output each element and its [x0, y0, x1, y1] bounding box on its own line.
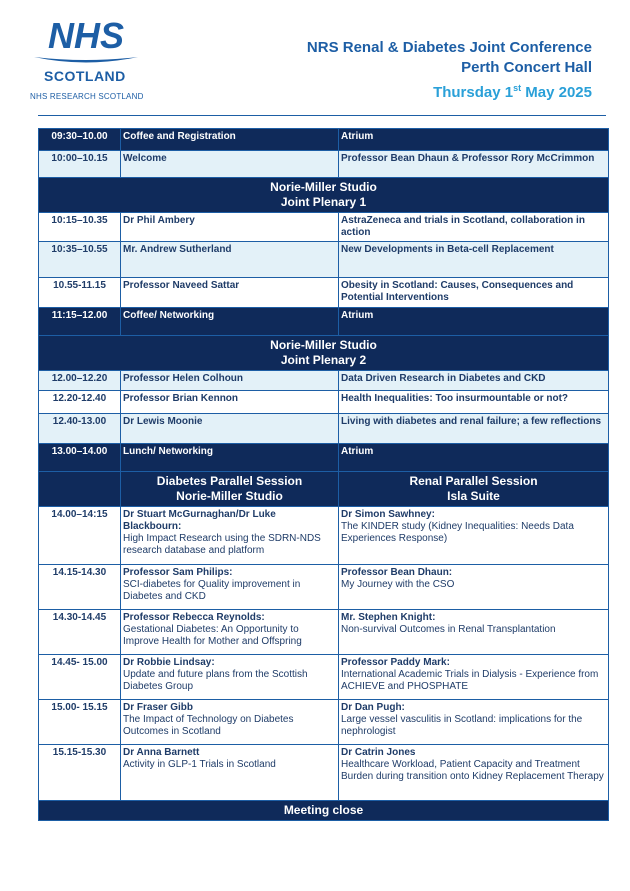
- row-detail: Professor Bean Dhaun & Professor Rory McCrimmon: [339, 151, 609, 178]
- row-detail: Atrium: [339, 444, 609, 472]
- table-row: [39, 242, 609, 278]
- table-row: [39, 371, 609, 391]
- table-row: [39, 700, 609, 745]
- diabetes-talk: Dr Stuart McGurnaghan/Dr Luke Blackbourn: High Impact Research using the SDRN-NDS research database and platform: [121, 507, 339, 565]
- renal-talk: Dr Simon Sawhney: The KINDER study (Kidney Inequalities: Needs Data Experiences Response): [339, 507, 609, 565]
- conference-venue: Perth Concert Hall: [461, 59, 592, 76]
- table-row: [39, 444, 609, 472]
- table-row: [39, 655, 609, 700]
- diabetes-talk: Dr Anna Barnett Activity in GLP-1 Trials in Scotland: [121, 745, 339, 801]
- row-detail: Obesity in Scotland: Causes, Consequences and Potential Interventions: [339, 278, 609, 308]
- row-detail: Data Driven Research in Diabetes and CKD: [339, 371, 609, 391]
- row-time: 14.45- 15.00: [39, 655, 121, 700]
- nhs-logo-text: NHS: [47, 16, 125, 54]
- renal-talk: Dr Catrin Jones Healthcare Workload, Patient Capacity and Treatment Burden during transition onto Kidney Replacement Therapy: [339, 745, 609, 801]
- programme-table: [38, 128, 609, 821]
- table-row: [39, 745, 609, 801]
- row-time: 11:15–12.00: [39, 308, 121, 336]
- renal-session-header: Renal Parallel Session Isla Suite: [339, 472, 609, 507]
- row-time: 14.30-14.45: [39, 610, 121, 655]
- plenary-1-header: Norie-Miller Studio Joint Plenary 1: [39, 178, 609, 213]
- row-item: Coffee/ Networking: [121, 308, 339, 336]
- row-item: Lunch/ Networking: [121, 444, 339, 472]
- table-row: [39, 610, 609, 655]
- row-item: Dr Phil Ambery: [121, 213, 339, 242]
- conference-date: Thursday 1st May 2025: [433, 83, 592, 101]
- conference-title: NRS Renal & Diabetes Joint Conference: [306, 39, 592, 56]
- table-row: [39, 129, 609, 151]
- row-time: 10.55-11.15: [39, 278, 121, 308]
- renal-talk: Professor Paddy Mark: International Academic Trials in Dialysis - Experience from ACHIEVE and PHOSPHATE: [339, 655, 609, 700]
- row-time: 10:00–10.15: [39, 151, 121, 178]
- diabetes-talk: Professor Sam Philips: SCI-diabetes for Quality improvement in Diabetes and CKD: [121, 565, 339, 610]
- table-row: [39, 278, 609, 308]
- row-detail: AstraZeneca and trials in Scotland, collaboration in action: [339, 213, 609, 242]
- table-row: [39, 507, 609, 565]
- nhs-logo-mark: [38, 16, 134, 54]
- row-item: Mr. Andrew Sutherland: [121, 242, 339, 278]
- row-time: 10:15–10.35: [39, 213, 121, 242]
- row-item: Welcome: [121, 151, 339, 178]
- table-row: [39, 565, 609, 610]
- plenary-2-header: Norie-Miller Studio Joint Plenary 2: [39, 336, 609, 371]
- row-detail: Atrium: [339, 308, 609, 336]
- header-divider: [38, 115, 606, 116]
- table-row: [39, 213, 609, 242]
- row-time: 12.00–12.20: [39, 371, 121, 391]
- row-time: 14.15-14.30: [39, 565, 121, 610]
- row-time: 15.00- 15.15: [39, 700, 121, 745]
- meeting-close: Meeting close: [39, 801, 609, 821]
- nhs-scotland-logo: [30, 16, 150, 106]
- renal-talk: Mr. Stephen Knight: Non-survival Outcomes in Renal Transplantation: [339, 610, 609, 655]
- logo-scotland-text: SCOTLAND: [44, 68, 126, 84]
- row-detail: Health Inequalities: Too insurmountable or not?: [339, 391, 609, 414]
- logo-swoosh-icon: [32, 54, 140, 66]
- row-time: 10:35–10.55: [39, 242, 121, 278]
- diabetes-session-header: Diabetes Parallel Session Norie-Miller Studio: [121, 472, 339, 507]
- logo-nrs-text: NHS RESEARCH SCOTLAND: [30, 92, 144, 101]
- row-detail: New Developments in Beta-cell Replacement: [339, 242, 609, 278]
- renal-talk: Professor Bean Dhaun: My Journey with the CSO: [339, 565, 609, 610]
- row-time: 12.20-12.40: [39, 391, 121, 414]
- table-row: [39, 391, 609, 414]
- row-time: 15.15-15.30: [39, 745, 121, 801]
- row-time: 13.00–14.00: [39, 444, 121, 472]
- table-row: [39, 308, 609, 336]
- row-detail: Living with diabetes and renal failure; a few reflections: [339, 414, 609, 444]
- row-detail: Atrium: [339, 129, 609, 151]
- renal-talk: Dr Dan Pugh: Large vessel vasculitis in Scotland: implications for the nephrologist: [339, 700, 609, 745]
- row-item: Professor Naveed Sattar: [121, 278, 339, 308]
- meeting-close-row: [39, 801, 609, 821]
- diabetes-talk: Professor Rebecca Reynolds: Gestational Diabetes: An Opportunity to Improve Health for Mother and Offspring: [121, 610, 339, 655]
- row-time: 14.00–14:15: [39, 507, 121, 565]
- row-item: Coffee and Registration: [121, 129, 339, 151]
- row-time: 09:30–10.00: [39, 129, 121, 151]
- row-item: Professor Helen Colhoun: [121, 371, 339, 391]
- table-row: [39, 414, 609, 444]
- row-item: Professor Brian Kennon: [121, 391, 339, 414]
- diabetes-talk: Dr Fraser Gibb The Impact of Technology on Diabetes Outcomes in Scotland: [121, 700, 339, 745]
- diabetes-talk: Dr Robbie Lindsay: Update and future plans from the Scottish Diabetes Group: [121, 655, 339, 700]
- row-time: 12.40-13.00: [39, 414, 121, 444]
- table-row: [39, 151, 609, 178]
- conference-header: [307, 38, 592, 103]
- parallel-sessions-header: [39, 472, 609, 507]
- row-item: Dr Lewis Moonie: [121, 414, 339, 444]
